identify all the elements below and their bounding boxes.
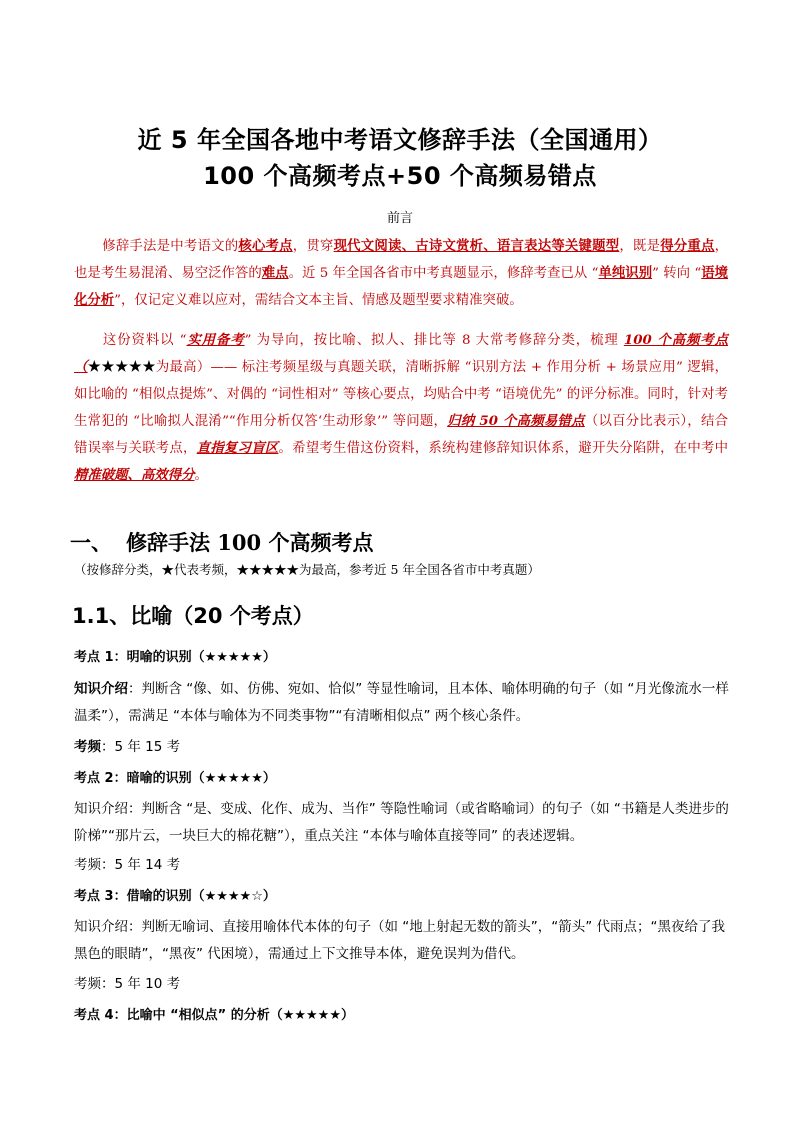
point-title: 考点 2：暗喻的识别（★★★★★） — [74, 771, 276, 786]
highlighted-keyword: 精准破题、高效得分 — [74, 467, 195, 483]
intro-text: 为最高）—— 标注考频星级与真题关联，清晰拆解 “识别方法 + 作用分析 + 场景应用” 逻辑，如比喻的 “相似点提炼”、对偶的 “词性相对” 等核心要点，均贴合中考 “语境优先” 的评分标准。同时，针对考生常犯的 “比喻拟人混淆”“作用分析仅答‘生动形象’” 等问题， — [74, 360, 729, 429]
document-title-line1: 近 5 年全国各地中考语文修辞手法（全国通用） — [137, 126, 663, 154]
frequency-text: ：5 年 10 考 — [101, 976, 181, 992]
point-knowledge — [74, 796, 734, 850]
knowledge-text: ：判断无喻词、直接用喻体代本体的句子（如 “地上射起无数的箭头”，“箭头” 代雨点；“黑夜给了我黑色的眼睛”，“黑夜” 代困境），需通过上下文推导本体，避免误判为借代。 — [74, 919, 726, 962]
intro-text: ” 转向 “ — [652, 266, 702, 281]
highlighted-keyword: 语境化分析 — [74, 265, 729, 308]
intro-paragraph-2 — [74, 327, 728, 489]
intro-text: 。近 5 年全国各省市中考真题显示，修辞考查已从 “ — [288, 266, 599, 281]
intro-text: ，贯穿 — [292, 239, 334, 254]
intro-text: （以百分比表示），结合错误率与关联考点， — [74, 414, 728, 456]
document-title-line2: 100 个高频考点+50 个高频易错点 — [203, 162, 597, 190]
preface-heading: 前言 — [386, 211, 413, 226]
highlighted-keyword: 得分重点 — [660, 238, 715, 254]
frequency-label: 考频 — [74, 976, 101, 992]
section-note: （按修辞分类，★代表考频，★★★★★为最高，参考近 5 年全国各省市中考真题） — [74, 562, 540, 577]
knowledge-label: 知识介绍 — [74, 801, 128, 817]
highlighted-keyword: 单纯识别 — [598, 265, 653, 281]
intro-text: 修辞手法是中考语文的 — [102, 239, 239, 254]
highlighted-keyword: 100 个高频考点（ — [74, 332, 729, 375]
highlighted-keyword: 现代文阅读、古诗文赏析、语言表达等关键题型 — [333, 238, 620, 254]
section-number: 一、 — [70, 530, 112, 555]
highlighted-keyword: 实用备考 — [186, 332, 245, 348]
section-title: 修辞手法 100 个高频考点 — [126, 530, 374, 555]
intro-text: 。 — [194, 468, 208, 483]
frequency-label: 考频 — [74, 739, 101, 755]
frequency-text: ：5 年 15 考 — [101, 739, 181, 755]
intro-text: 这份资料以 “ — [102, 333, 187, 348]
subsection-heading: 1.1、比喻（20 个考点） — [72, 604, 314, 628]
point-title: 考点 4：比喻中 “相似点” 的分析（★★★★★） — [74, 1008, 354, 1023]
knowledge-text: ：判断含 “像、如、仿佛、宛如、恰似” 等显性喻词，且本体、喻体明确的句子（如 “月光像流水一样温柔”），需满足 “本体与喻体为不同类事物”“有清晰相似点” 两个核心条件。 — [74, 681, 729, 724]
knowledge-text: ：判断含 “是、变成、化作、成为、当作” 等隐性喻词（或省略喻词）的句子（如 “书籍是人类进步的阶梯”“那片云，一块巨大的棉花糖”），重点关注 “本体与喻体直接等同” 的表述逻辑。 — [74, 801, 729, 844]
point-frequency — [74, 735, 180, 755]
star-rating: ★★★★★ — [87, 360, 156, 375]
intro-text: ” 为导向，按比喻、拟人、排比等 8 大常考修辞分类，梳理 — [244, 333, 624, 348]
frequency-text: ：5 年 14 考 — [101, 857, 181, 873]
frequency-label: 考频 — [74, 857, 101, 873]
point-frequency — [74, 853, 180, 873]
point-title: 考点 1：明喻的识别（★★★★★） — [74, 650, 276, 665]
intro-text: 。希望考生借这份资料，系统构建修辞知识体系，避开失分陷阱，在中考中 — [278, 441, 729, 456]
intro-text: ”，仅记定义难以应对，需结合文本主旨、情感及题型要求精准突破。 — [114, 293, 523, 308]
section-heading — [70, 527, 373, 557]
point-frequency — [74, 972, 180, 992]
highlighted-keyword: 直指复习盲区 — [196, 440, 279, 456]
point-knowledge — [74, 676, 734, 730]
highlighted-keyword: 归纳 50 个高频易错点 — [447, 413, 585, 429]
knowledge-label: 知识介绍 — [74, 681, 128, 697]
point-title: 考点 3：借喻的识别（★★★★☆） — [74, 889, 276, 904]
intro-text: ，既是 — [619, 239, 661, 254]
point-knowledge — [74, 914, 734, 968]
highlighted-keyword: 核心考点 — [238, 238, 293, 254]
highlighted-keyword: 难点 — [261, 265, 289, 281]
knowledge-label: 知识介绍 — [74, 919, 128, 935]
intro-text: ，也是考生易混淆、易空泛作答的 — [74, 239, 729, 281]
intro-paragraph-1 — [74, 233, 728, 314]
